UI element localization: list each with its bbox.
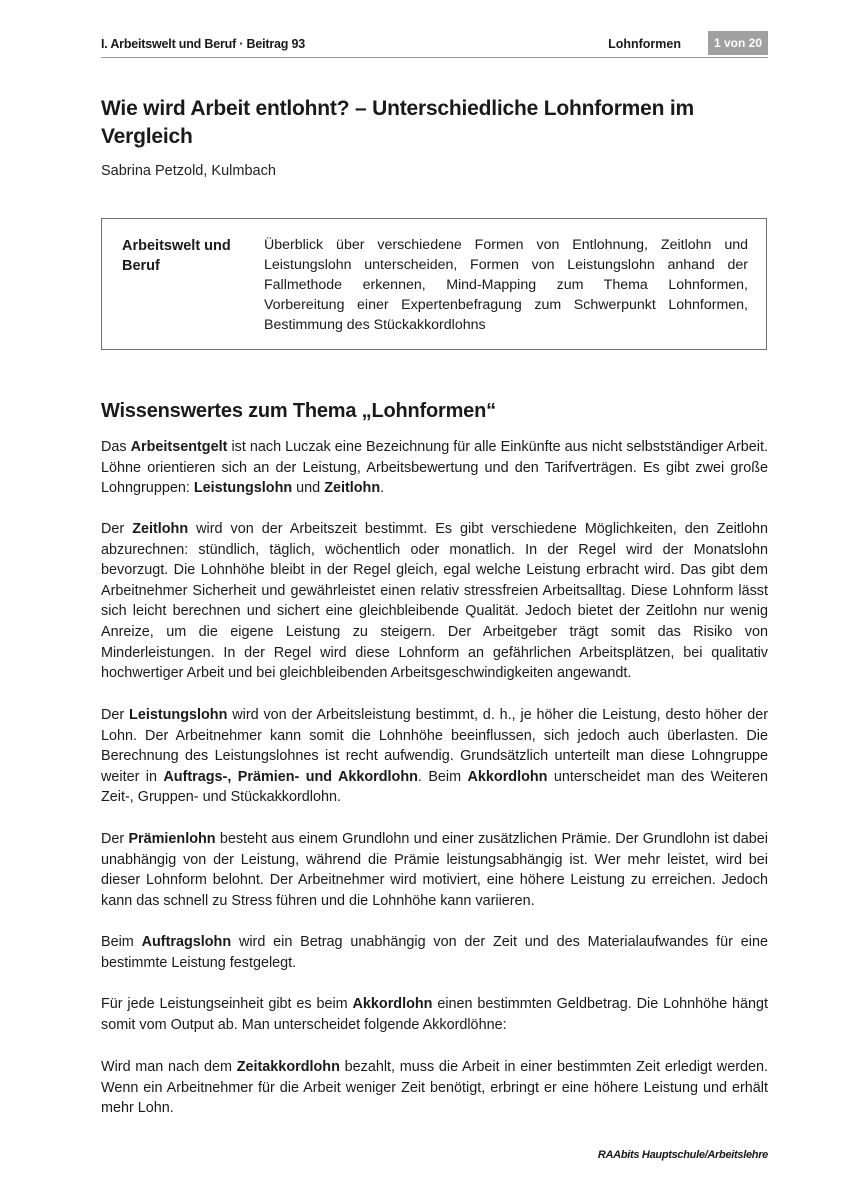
term-akkordlohn: Akkordlohn bbox=[352, 996, 433, 1012]
paragraph-auftragslohn: Beim Auftragslohn wird ein Betrag unabhängig von der Zeit und des Materialaufwandes für eine bestimmte Leistung festgelegt. bbox=[101, 934, 768, 971]
section-heading: Wissenswertes zum Thema „Lohnformen“ bbox=[101, 400, 496, 422]
paragraph-akkordlohn: Für jede Leistungseinheit gibt es beim Akkordlohn einen bestimmten Geldbetrag. Die Lohnhöhe hängt somit vom Output ab. Man unterscheidet folgende Akkordlöhne: bbox=[101, 996, 768, 1033]
publisher-footer: RAAbits Hauptschule/Arbeitslehre bbox=[597, 1149, 768, 1161]
paragraph-arbeitsentgelt: Das Arbeitsentgelt ist nach Luczak eine Bezeichnung für alle Einkünfte aus nicht selbstständiger Arbeit. Löhne orientieren sich an der Leistung, Arbeitsbewertung und den Tarifverträgen. Es gibt zwei große Lohngruppen: Leistungslohn und Zeitlohn. bbox=[101, 439, 768, 497]
paragraph-zeitakkordlohn: Wird man nach dem Zeitakkordlohn bezahlt, muss die Arbeit in einer bestimmten Zeit erledigt werden. Wenn ein Arbeitnehmer für die Arbeit weniger Zeit benötigt, erbringt er eine höhere Leistung und erhält mehr Lohn. bbox=[101, 1059, 768, 1117]
topic-label: Lohnformen bbox=[608, 37, 681, 51]
term-zeitlohn: Zeitlohn bbox=[324, 480, 381, 497]
author-line: Sabrina Petzold, Kulmbach bbox=[101, 163, 276, 179]
term-praemienlohn: Prämienlohn bbox=[128, 831, 216, 847]
term-lohnarten: Auftrags-, Prämien- und Akkordlohn bbox=[163, 768, 418, 785]
term-akkordlohn: Akkordlohn bbox=[467, 768, 548, 785]
term-arbeitsentgelt: Arbeitsentgelt bbox=[130, 439, 228, 455]
summary-box bbox=[101, 218, 767, 350]
term-zeitlohn: Zeitlohn bbox=[132, 521, 189, 537]
term-leistungslohn: Leistungslohn bbox=[193, 480, 293, 497]
summary-box-text: Überblick über verschiedene Formen von Entlohnung, Zeitlohn und Leistungslohn unterscheiden, Formen von Leistungslohn anhand der Fallmethode erkennen, Mind-Mapping zum Thema Lohnformen, Vorbereitung einer Expertenbefragung zum Schwerpunkt Lohnformen, Bestimmung des Stückakkordlohns bbox=[264, 237, 748, 333]
paragraph-leistungslohn: Der Leistungslohn wird von der Arbeitsleistung bestimmt, d. h., je höher die Leistung, desto höher der Lohn. Der Arbeitnehmer kann somit die Lohnhöhe beeinflussen, sich jedoch auch überlasten. Die Berechnung des Leistungslohnes ist recht aufwendig. Grundsätzlich unterteilt man diese Lohngruppe weiter in Auftrags-, Prämien- und Akkordlohn. Beim Akkordlohn unterscheidet man des Weiteren Zeit-, Gruppen- und Stückakkordlohn. bbox=[101, 707, 768, 806]
series-label: I. Arbeitswelt und Beruf · Beitrag 93 bbox=[101, 37, 305, 51]
running-header bbox=[101, 33, 768, 58]
term-zeitakkordlohn: Zeitakkordlohn bbox=[236, 1059, 340, 1075]
document-title: Wie wird Arbeit entlohnt? – Unterschiedliche Lohnformen im Vergleich bbox=[101, 97, 694, 148]
term-auftragslohn: Auftragslohn bbox=[141, 934, 232, 950]
paragraph-zeitlohn: Der Zeitlohn wird von der Arbeitszeit bestimmt. Es gibt verschiedene Möglichkeiten, den Zeitlohn abzurechnen: stündlich, täglich, wöchentlich oder monatlich. In der Regel wird der Monatslohn bevorzugt. Die Lohnhöhe bleibt in der Regel gleich, egal welche Leistung erbracht wird. Das gibt dem Arbeitnehmer Sicherheit und gewährleistet einen relativ stressfreien Arbeitsalltag. Diese Lohnform lässt sich leicht berechnen und sichert eine gleichbleibende Qualität. Jedoch bietet der Zeitlohn nur wenig Anreize, um die eigene Leistung zu steigern. Der Arbeitgeber trägt somit das Risiko von Minderleistungen. In der Regel wird diese Lohnform an gefährlichen Arbeitsplätzen, bei qualitativ hochwertiger Arbeit und bei gleichbleibenden Arbeitsgeschwindigkeiten angewandt. bbox=[101, 521, 768, 682]
paragraph-praemienlohn: Der Prämienlohn besteht aus einem Grundlohn und einer zusätzlichen Prämie. Der Grundlohn ist dabei unabhängig von der Leistung, während die Prämie leistungsabhängig ist. Wer mehr leistet, wird bei dieser Lohnform belohnt. Der Arbeitnehmer wird motiviert, eine höhere Leistung zu erreichen. Jedoch kann das schnell zu Stress führen und die Lohnhöhe kann variieren. bbox=[101, 831, 769, 909]
term-leistungslohn: Leistungslohn bbox=[129, 707, 228, 723]
page-number-badge: 1 von 20 bbox=[708, 31, 768, 55]
summary-box-label: Arbeitswelt und Beruf bbox=[122, 238, 231, 274]
